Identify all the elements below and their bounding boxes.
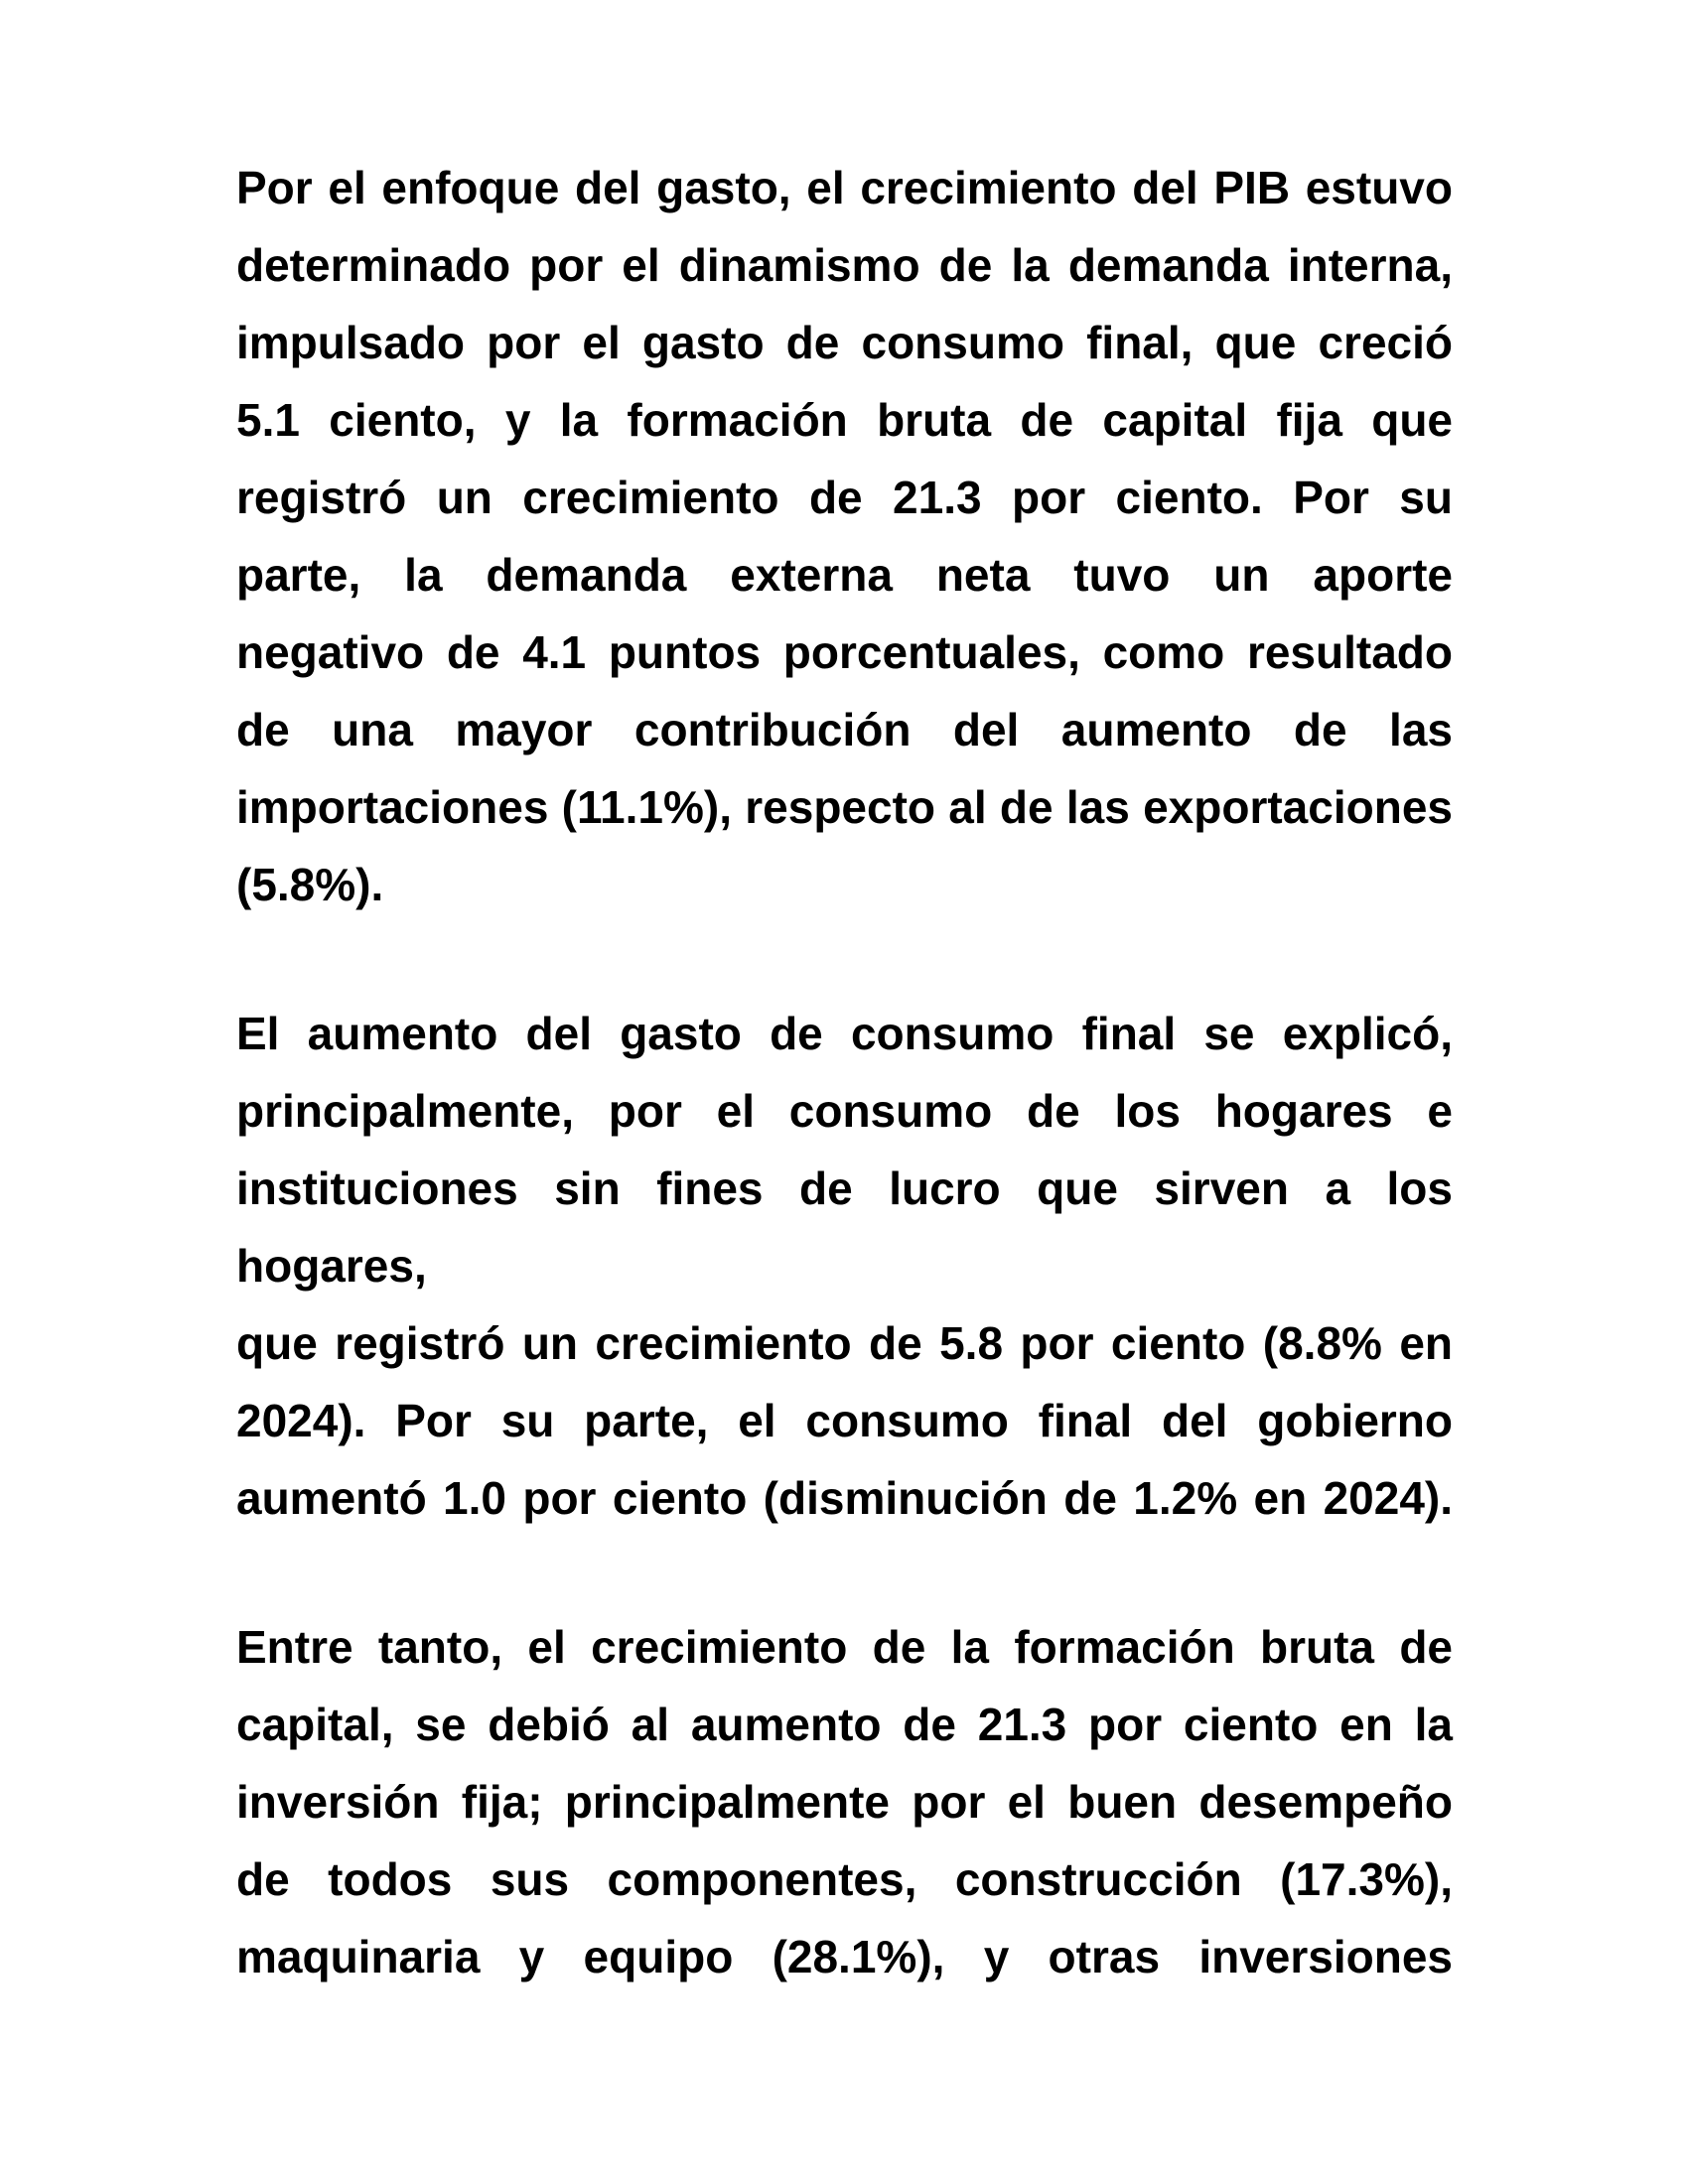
text-line: aumentó 1.0 por ciento (disminución de 1.2% en 2024).: [236, 1472, 1453, 1524]
text-line: de una mayor contribución del aumento de las: [236, 704, 1453, 755]
text-line: que registró un crecimiento de 5.8 por ciento (8.8% en: [236, 1317, 1453, 1369]
text-line: impulsado por el gasto de consumo final, que creció: [236, 317, 1453, 368]
text-line: (5.8%).: [236, 859, 384, 910]
text-line: Por el enfoque del gasto, el crecimiento del PIB estuvo: [236, 162, 1453, 213]
paragraph-3: [236, 1608, 1453, 1995]
text-line: de todos sus componentes, construcción (17.3%),: [236, 1853, 1453, 1905]
paragraph-1: [236, 149, 1453, 923]
text-line: principalmente, por el consumo de los hogares e: [236, 1085, 1453, 1137]
text-line: 5.1 ciento, y la formación bruta de capital fija que: [236, 394, 1453, 446]
text-line: importaciones (11.1%), respecto al de las exportaciones: [236, 781, 1453, 833]
text-line: determinado por el dinamismo de la demanda interna,: [236, 239, 1453, 291]
text-line: negativo de 4.1 puntos porcentuales, como resultado: [236, 626, 1453, 678]
text-line: instituciones sin fines de lucro que sirven a los hogares,: [236, 1162, 1453, 1292]
paragraph-2: [236, 995, 1453, 1537]
text-line: inversión fija; principalmente por el buen desempeño: [236, 1776, 1453, 1828]
text-line: 2024). Por su parte, el consumo final del gobierno: [236, 1395, 1453, 1446]
text-block: [236, 149, 1453, 2067]
text-line: Entre tanto, el crecimiento de la formación bruta de: [236, 1621, 1453, 1673]
text-line: El aumento del gasto de consumo final se explicó,: [236, 1008, 1453, 1059]
text-line: maquinaria y equipo (28.1%), y otras inversiones: [236, 1931, 1453, 1982]
text-line: capital, se debió al aumento de 21.3 por ciento en la: [236, 1699, 1453, 1750]
text-line: registró un crecimiento de 21.3 por ciento. Por su: [236, 472, 1453, 523]
text-line: parte, la demanda externa neta tuvo un aporte: [236, 549, 1453, 601]
